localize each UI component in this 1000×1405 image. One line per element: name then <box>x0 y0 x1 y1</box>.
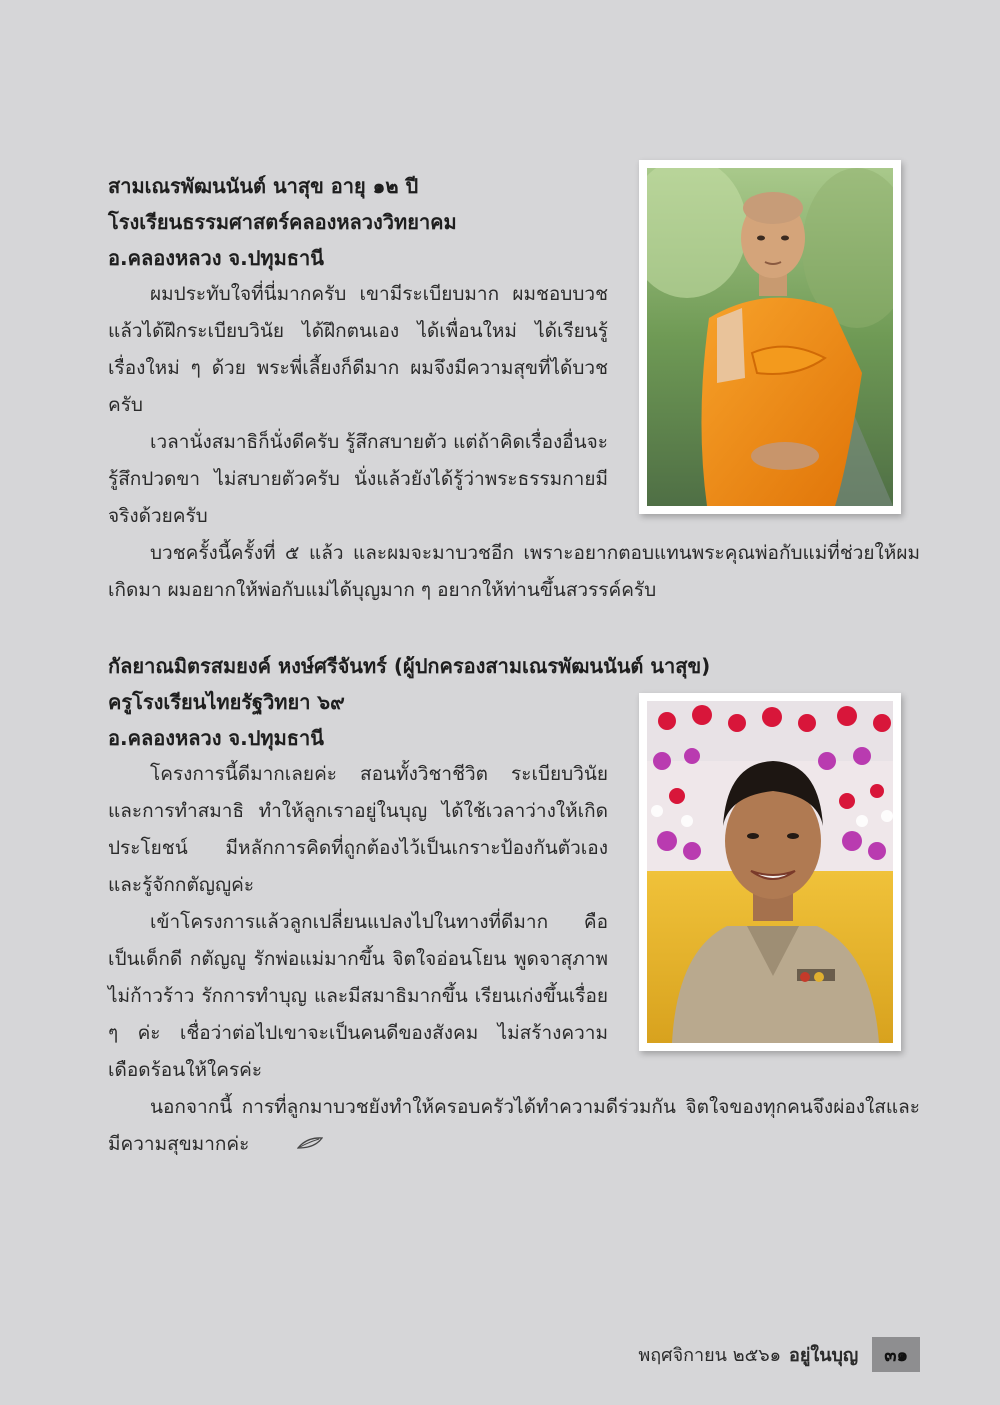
parent-location: อ.คลองหลวง จ.ปทุมธานี <box>108 726 324 750</box>
novice-photo <box>639 160 901 514</box>
page-number: ๓๑ <box>872 1337 920 1372</box>
novice-location: อ.คลองหลวง จ.ปทุมธานี <box>108 246 324 270</box>
leaf-flourish-icon <box>255 1126 323 1163</box>
novice-school: โรงเรียนธรรมศาสตร์คลองหลวงวิทยาคม <box>108 210 457 234</box>
issue-date: พฤศจิกายน ๒๕๖๑ <box>638 1344 782 1366</box>
novice-paragraph-1: ผมประทับใจที่นี่มากครับ เขามีระเบียบมาก ผมชอบบวชแล้วได้ฝึกระเบียบวินัย ได้ฝึกตนเอง ได้เพื่อนใหม่ ได้เรียนรู้เรื่องใหม่ ๆ ด้วย พระพี่เลี้ยงก็ดีมาก ผมจึงมีความสุขที่ได้บวชครับ <box>108 283 608 416</box>
novice-monk-image <box>647 168 893 506</box>
parent-paragraph-1: โครงการนี้ดีมากเลยค่ะ สอนทั้งวิชาชีวิต ระเบียบวินัย และการทำสมาธิ ทำให้ลูกเราอยู่ในบุญ ได้ใช้เวลาว่างให้เกิดประโยชน์ มีหลักการคิดที่ถูกต้องไว้เป็นเกราะป้องกันตัวเอง และรู้จักกตัญญูค่ะ <box>108 763 608 896</box>
parent-name: กัลยาณมิตรสมยงค์ หงษ์ศรีจันทร์ (ผู้ปกครองสามเณรพัฒนนันต์ นาสุข) <box>108 654 711 678</box>
parent-occupation: ครูโรงเรียนไทยรัฐวิทยา ๖๙ <box>108 690 345 714</box>
parent-paragraph-2: เข้าโครงการแล้วลูกเปลี่ยนแปลงไปในทางที่ดีมาก คือเป็นเด็กดี กตัญญู รักพ่อแม่มากขึ้น จิตใจอ่อนโยน พูดจาสุภาพ ไม่ก้าวร้าว รักการทำบุญ และมีสมาธิมากขึ้น เรียนเก่งขึ้นเรื่อย ๆ ค่ะ เชื่อว่าต่อไปเขาจะเป็นคนดีของสังคม ไม่สร้างความเดือดร้อนให้ใครค่ะ <box>108 911 608 1081</box>
parent-photo <box>639 693 901 1051</box>
teacher-portrait-image <box>647 701 893 1043</box>
novice-paragraph-2: เวลานั่งสมาธิก็นั่งดีครับ รู้สึกสบายตัว แต่ถ้าคิดเรื่องอื่นจะรู้สึกปวดขา ไม่สบายตัวครับ นั่งแล้วยังได้รู้ว่าพระธรรมกายมีจริงด้วยครับ <box>108 431 608 527</box>
parent-paragraph-3-text: นอกจากนี้ การที่ลูกมาบวชยังทำให้ครอบครัวได้ทำความดีร่วมกัน จิตใจของทุกคนจึงผ่องใสและมีความสุขมากค่ะ <box>108 1096 920 1155</box>
parent-paragraph-3 <box>108 1089 920 1163</box>
magazine-title: อยู่ในบุญ <box>789 1344 859 1366</box>
novice-name: สามเณรพัฒนนันต์ นาสุข อายุ ๑๒ ปี <box>108 174 419 198</box>
novice-paragraph-3: บวชครั้งนี้ครั้งที่ ๕ แล้ว และผมจะมาบวชอีก เพราะอยากตอบแทนพระคุณพ่อกับแม่ที่ช่วยให้ผมเกิดมา ผมอยากให้พ่อกับแม่ได้บุญมาก ๆ อยากให้ท่านขึ้นสวรรค์ครับ <box>108 542 920 601</box>
page-footer <box>560 1336 920 1372</box>
